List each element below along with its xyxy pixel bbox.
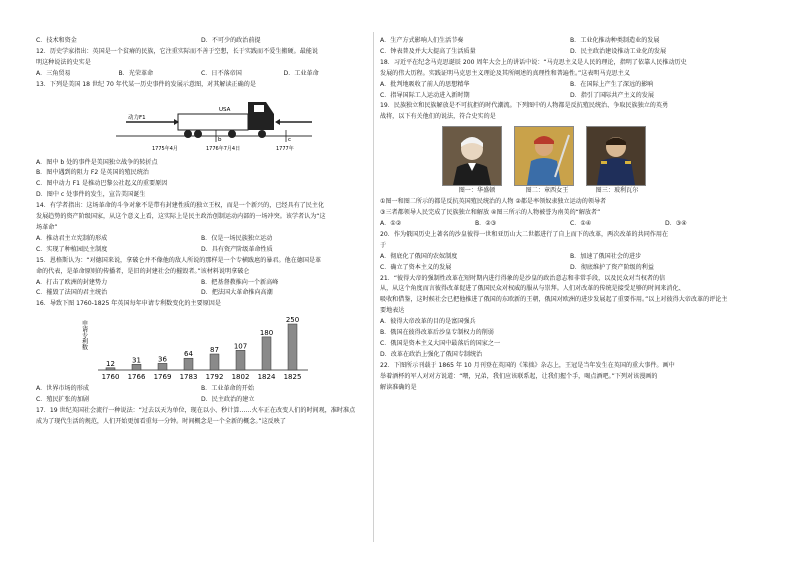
question-12-options (36, 69, 366, 80)
label-f1: 动力F1 (128, 114, 146, 121)
statement: ③三者都领导人民完成了民族独立和解放 ④图三所示的人物被誉为南美的“解放者” (380, 209, 601, 217)
question-20-options (380, 252, 760, 263)
tick-label: 1760 (101, 373, 120, 382)
option: C．①④ (570, 219, 592, 227)
option-row (380, 47, 760, 58)
question-20-stem: 于 (380, 241, 387, 249)
option: A．批判地吸收了前人的思想精华 (380, 80, 470, 88)
option: B．光荣革命 (118, 69, 154, 77)
data-label: 107 (233, 342, 248, 351)
data-label: 250 (285, 316, 300, 325)
question-14-options (36, 245, 366, 256)
caption: 图三：玻利瓦尔 (595, 187, 639, 195)
label-b: b (218, 136, 222, 143)
date-2: 1776年7月4日 (206, 145, 241, 152)
tick-label: 1766 (127, 373, 146, 382)
option: D．民主政治建设推动工业化的发展 (570, 47, 667, 55)
option: D．指引了国际共产主义的发展 (570, 91, 654, 99)
label-c: c (288, 136, 292, 143)
bar (106, 368, 115, 370)
data-label: 31 (132, 356, 141, 365)
question-20-stem: 20．作为俄国历史上著名的沙皇彼得一世和亚历山大二世都进行了自上而下的改革，两次改革的共同作用在 (380, 230, 669, 238)
statement: ①图一和图二所示的都是反抗英国殖民统治的人物 ②都是率领奴隶独立运动的领导者 (380, 198, 607, 206)
question-15-stem: 15．恩格斯认为：“对德国来说，拿破仑并不像他的敌人所说的那样是一个专横跋扈的暴君。他在德国是革 (36, 256, 322, 264)
truck-diagram (116, 92, 316, 156)
data-label: 12 (106, 360, 115, 369)
question-17-stem: 17．19 世纪英国社会流行一种说法：“过去以天为单位，现在以小、秒计算……火车正在改变人们的时间观，准时准点 (36, 407, 356, 415)
option: B．加速了俄国社会的进步 (570, 252, 642, 260)
option: C．俄国是资本主义大国中最落后的国家之一 (380, 339, 501, 347)
option: A．打击了欧洲的封建势力 (36, 278, 108, 286)
question-14-stem: 14．有学者指出：这场革命的斗争对象不是带有封建性质的独立王权，而是一个新兴的，已经具有了民主化 (36, 202, 325, 210)
question-20-options (380, 263, 760, 274)
option: C．摧毁了法国的君主统治 (36, 289, 108, 297)
question-18-options (380, 80, 760, 91)
portrait-captions (442, 186, 760, 197)
question-14-stem: 场革命” (36, 223, 58, 231)
option: A．推动君主立宪制的形成 (36, 234, 108, 242)
bar (288, 324, 297, 370)
question-18-stem: 18．习近平在纪念马克思诞辰 200 周年大会上的讲话中说：“马克思主义是人民的理论，指明了依靠人民推动历史 (380, 58, 687, 66)
option: B．工业化推动种类制造业的发展 (570, 37, 660, 44)
question-12-stem: 12．历史学家指出：英国是一个贫瘠的民族，它注重实际而不善于空想，长于实践而不爱生搬硬。最能说 (36, 47, 318, 55)
question-14-stem: 发展趋势的资产阶级国家，从这个意义上看，这实际上是民主政治创制运动内部的一场冲突。该学者认为“这 (36, 213, 326, 221)
option: D．具有资产阶级革命性质 (201, 245, 273, 253)
option: A．生产方式影响人们生活节奏 (380, 37, 464, 44)
option: C．实现了种植园民主制度 (36, 245, 108, 253)
tick-label: 1792 (205, 373, 224, 382)
right-column (380, 36, 760, 393)
bar (210, 354, 219, 370)
option: D．不可少的政治前提 (201, 37, 261, 44)
question-17-stem: 成为了现代生活的规范，人们开始更加看重每一分钟。时间概念是一个全新的概念。”这反映了 (36, 417, 286, 425)
question-21-stem: 21．“彼得大帝的强制性改革在短时期内进行得象的是沙皇的政治意志和非常手段，以及民众对当权者的信 (380, 274, 666, 282)
question-19-stem: 战将，以下有关他们的说法，符合史实的是 (380, 113, 496, 121)
question-15-options (36, 288, 366, 299)
question-18-stem: 发展的伟大历程。实践证明马克思主义理论及其所阐述的真理性和普遍性。”这表明马克思主义 (380, 69, 630, 77)
option: C．图中动力 F1 是推动巴黎公社起义的重要原因 (36, 180, 168, 188)
bar (184, 358, 193, 370)
question-19-stem: 19．民族独立和民族解放是不可抗拒的时代潮流。下列图中的人物都是反抗殖民统治、争取民族独立的英勇 (380, 102, 669, 110)
option-row (380, 36, 760, 47)
tick-label: 1783 (179, 373, 198, 382)
portrait-rani (514, 126, 574, 186)
patent-bar-chart (76, 312, 316, 382)
portrait-bolivar (586, 126, 646, 186)
option: D．图中 c 处事件的发生，宣告美国诞生 (36, 191, 146, 199)
caption: 图一：华盛顿 (458, 187, 496, 195)
question-12-stem: 明这种说法的史实是 (36, 58, 91, 66)
question-15-stem: 命的代表，是革命原则的传播者，是旧的封建社会的摧毁者。”该材料说明拿破仑 (36, 267, 250, 275)
option: B．在国际上产生了深远的影响 (570, 80, 654, 88)
option: B．图中遇到的阻力 F2 是英国的殖民统治 (36, 169, 149, 177)
portrait-row (442, 126, 760, 186)
date-3: 1777年 (276, 145, 294, 152)
question-22-stem: 解读准确的是 (380, 383, 417, 391)
option: C．确立了资本主义的发展 (380, 263, 452, 271)
question-21-stem: 要地表达 (380, 307, 405, 315)
option: C．指导国际工人运动进入新时期 (380, 91, 470, 99)
bar (236, 351, 245, 371)
option: C．技术和资金 (36, 37, 77, 44)
question-15-options (36, 278, 366, 289)
question-21-stem: 吸收和借鉴，这时候社会已把他推进了俄国的东欧新的王朝，俄国对欧洲的进步发展起了重要作用。”以上对彼得大帝改革的评论主 (380, 296, 728, 304)
option: A．图中 b 处的事件是美国独立战争的转折点 (36, 158, 158, 166)
portrait-washington (442, 126, 502, 186)
question-13-stem: 13．下列是美国 18 世纪 70 年代某一历史事件的发展示意图，对其解读正确的是 (36, 80, 256, 88)
question-14-options (36, 234, 366, 245)
option: C．钟表普及并大大提高了生活质量 (380, 47, 476, 55)
bar (158, 364, 167, 371)
option: D．彻底维护了资产阶级的利益 (570, 263, 654, 271)
option: B．仅是一场民族独立运动 (201, 234, 273, 242)
question-16-options (36, 395, 366, 406)
option-row (36, 36, 366, 47)
column-divider (373, 32, 374, 542)
option: B．把基督教推向一个新高峰 (201, 278, 279, 286)
question-18-options (380, 91, 760, 102)
bar (132, 365, 141, 371)
option: B．工业革命的开始 (201, 385, 254, 393)
tick-label: 1802 (231, 373, 250, 382)
option: D．工业革命 (283, 69, 319, 77)
question-21-stem: 从，从这个角度而言彼得改革促进了俄国民众对权威的服从与崇拜。人们对改革的传统是接受足够的时间来消化、 (380, 285, 685, 293)
option: A．彼得大帝改革的目的是富国强兵 (380, 318, 476, 326)
question-19-options (380, 219, 760, 230)
data-label: 36 (158, 355, 167, 364)
data-label: 64 (184, 350, 193, 359)
data-label: 180 (259, 329, 274, 338)
option: A．①② (380, 219, 402, 227)
bar (262, 337, 271, 370)
tick-label: 1825 (283, 373, 302, 382)
left-column (36, 36, 366, 428)
option: D．把法国大革命推向高潮 (201, 289, 273, 297)
label-usa: USA (219, 106, 231, 113)
option: A．彻底化了俄国的农奴制度 (380, 252, 458, 260)
question-22-stem: 举着酒杯的军人对对方说道：“喂，兄弟，我们应该联系起，让我们握个手，喝点酒吧。”下列对该漫画的 (380, 372, 658, 380)
option: A．三角贸易 (36, 69, 71, 77)
question-16-options (36, 384, 366, 395)
tick-label: 1769 (153, 373, 172, 382)
option: C．日不落帝国 (201, 69, 242, 77)
data-label: 87 (210, 346, 219, 355)
option: D．改革在政治上强化了俄国专制统治 (380, 350, 483, 358)
caption: 图二：章西女王 (525, 187, 569, 195)
option: C．殖民扩张的加剧 (36, 396, 90, 404)
option: B．俄国在彼得改革后沙皇专制权力的削弱 (380, 329, 494, 337)
y-axis-label: 申请专利数 (80, 320, 88, 351)
option: B．②③ (475, 219, 497, 227)
option: D．③④ (665, 219, 687, 227)
question-16-stem: 16．导致下图 1760-1825 年英国每年申请专利数变化的主要原因是 (36, 300, 221, 308)
tick-label: 1824 (257, 373, 276, 382)
date-1: 1775年4月 (152, 145, 178, 152)
option: A．世界市场的形成 (36, 385, 89, 393)
question-22-stem: 22．下图所示刊载于 1865 年 10 月刊登在英国的《笨拙》杂志上，王冠是当年发生在英国的重大事件。画中 (380, 361, 675, 369)
option: D．民主政治的建立 (201, 396, 255, 404)
